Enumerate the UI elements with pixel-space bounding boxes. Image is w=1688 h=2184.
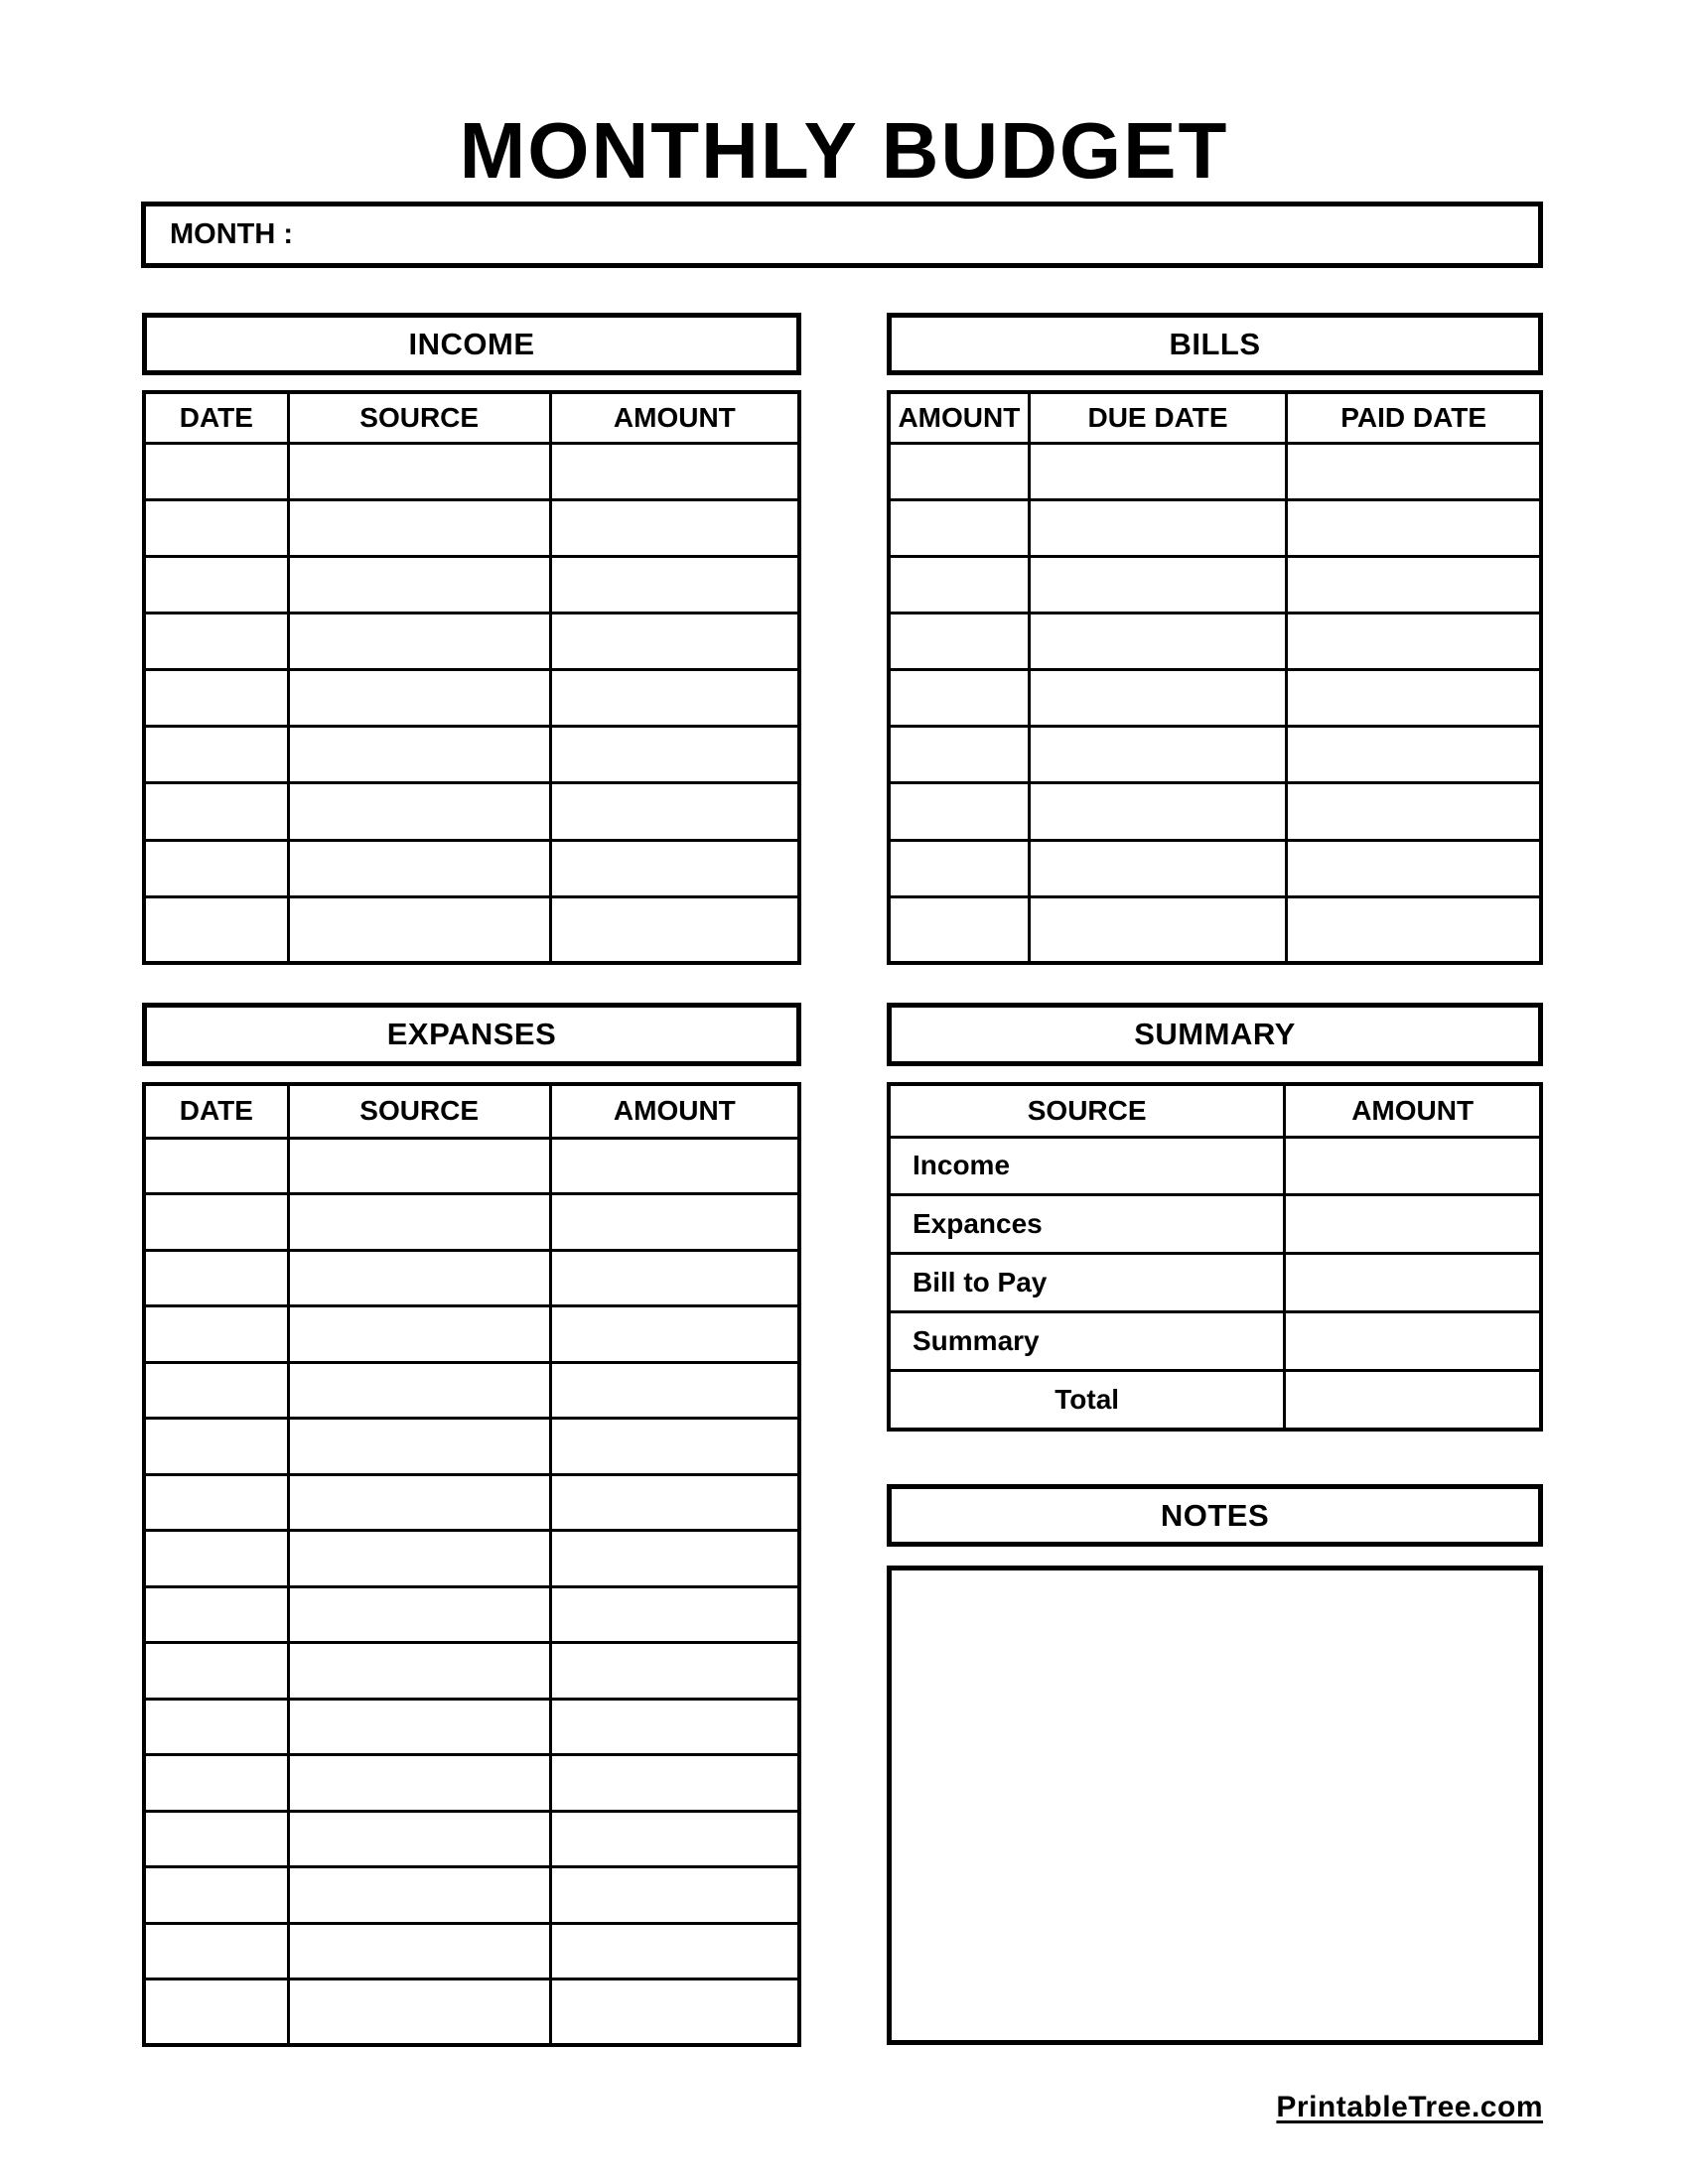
blank-cell xyxy=(144,499,288,556)
blank-cell xyxy=(550,670,799,727)
table-row xyxy=(144,1531,799,1587)
blank-cell xyxy=(1029,613,1287,669)
table-row xyxy=(144,499,799,556)
blank-cell xyxy=(288,1419,550,1475)
blank-cell xyxy=(550,1531,799,1587)
blank-cell xyxy=(550,1811,799,1867)
blank-cell xyxy=(144,1979,288,2045)
blank-cell xyxy=(1287,783,1541,840)
table-row xyxy=(144,1923,799,1979)
blank-cell xyxy=(144,783,288,840)
blank-cell xyxy=(1287,556,1541,613)
table-row xyxy=(144,783,799,840)
blank-cell xyxy=(1285,1137,1541,1195)
blank-cell xyxy=(1285,1254,1541,1312)
blank-cell xyxy=(1029,670,1287,727)
blank-cell xyxy=(550,783,799,840)
row-label: Expances xyxy=(889,1195,1285,1254)
blank-cell xyxy=(1029,727,1287,783)
table-row xyxy=(144,443,799,499)
blank-cell xyxy=(288,613,550,669)
blank-cell xyxy=(144,896,288,963)
column-header: DATE xyxy=(144,392,288,443)
blank-cell xyxy=(144,1250,288,1306)
column-header: SOURCE xyxy=(288,392,550,443)
blank-cell xyxy=(550,727,799,783)
table-row xyxy=(144,1194,799,1251)
summary-header-row xyxy=(889,1084,1541,1137)
blank-cell xyxy=(144,1755,288,1812)
blank-cell xyxy=(144,1306,288,1363)
blank-cell xyxy=(1029,840,1287,896)
blank-cell xyxy=(144,556,288,613)
expanses-table xyxy=(142,1082,801,2047)
blank-cell xyxy=(550,1586,799,1643)
table-row xyxy=(144,1867,799,1924)
blank-cell xyxy=(288,499,550,556)
blank-cell xyxy=(288,1250,550,1306)
blank-cell xyxy=(144,1194,288,1251)
blank-cell xyxy=(550,1979,799,2045)
blank-cell xyxy=(889,443,1029,499)
bills-header-row xyxy=(889,392,1541,443)
table-row xyxy=(889,443,1541,499)
table-row xyxy=(889,1311,1541,1370)
blank-cell xyxy=(550,1474,799,1531)
blank-cell xyxy=(144,613,288,669)
blank-cell xyxy=(550,556,799,613)
table-row xyxy=(144,613,799,669)
blank-cell xyxy=(288,556,550,613)
income-title: INCOME xyxy=(408,326,535,361)
table-row xyxy=(144,1474,799,1531)
blank-cell xyxy=(550,1306,799,1363)
table-row xyxy=(144,1138,799,1194)
income-table xyxy=(142,390,801,965)
blank-cell xyxy=(144,1586,288,1643)
blank-cell xyxy=(288,1643,550,1700)
table-row xyxy=(144,1586,799,1643)
summary-section-header xyxy=(887,1003,1543,1066)
blank-cell xyxy=(1029,896,1287,963)
blank-cell xyxy=(889,613,1029,669)
expanses-section-header xyxy=(142,1003,801,1066)
bills-table xyxy=(887,390,1543,965)
column-header: AMOUNT xyxy=(1285,1084,1541,1137)
row-label: Total xyxy=(889,1370,1285,1430)
column-header: SOURCE xyxy=(288,1084,550,1138)
footer-site-link[interactable]: PrintableTree.com xyxy=(1276,2091,1543,2123)
blank-cell xyxy=(550,1362,799,1419)
blank-cell xyxy=(1287,670,1541,727)
summary-table xyxy=(887,1082,1543,1432)
table-row xyxy=(889,783,1541,840)
table-row xyxy=(889,1370,1541,1430)
column-header: AMOUNT xyxy=(550,392,799,443)
blank-cell xyxy=(288,443,550,499)
blank-cell xyxy=(1287,499,1541,556)
blank-cell xyxy=(288,1755,550,1812)
blank-cell xyxy=(550,1138,799,1194)
blank-cell xyxy=(288,1138,550,1194)
blank-cell xyxy=(288,1811,550,1867)
blank-cell xyxy=(550,613,799,669)
table-row xyxy=(144,1811,799,1867)
blank-cell xyxy=(144,1811,288,1867)
blank-cell xyxy=(288,1194,550,1251)
blank-cell xyxy=(550,499,799,556)
blank-cell xyxy=(1285,1311,1541,1370)
blank-cell xyxy=(144,1419,288,1475)
blank-cell xyxy=(144,1474,288,1531)
blank-cell xyxy=(144,1531,288,1587)
blank-cell xyxy=(550,1194,799,1251)
blank-cell xyxy=(288,1362,550,1419)
blank-cell xyxy=(550,1923,799,1979)
blank-cell xyxy=(288,1979,550,2045)
page-title: MONTHLY BUDGET xyxy=(459,106,1229,195)
table-row xyxy=(144,1419,799,1475)
blank-cell xyxy=(1285,1195,1541,1254)
table-row xyxy=(144,727,799,783)
column-header: DUE DATE xyxy=(1029,392,1287,443)
blank-cell xyxy=(889,499,1029,556)
expanses-header-row xyxy=(144,1084,799,1138)
blank-cell xyxy=(288,1699,550,1755)
blank-cell xyxy=(550,1419,799,1475)
blank-cell xyxy=(889,896,1029,963)
blank-cell xyxy=(288,783,550,840)
blank-cell xyxy=(144,670,288,727)
table-row xyxy=(889,499,1541,556)
blank-cell xyxy=(288,1923,550,1979)
table-row xyxy=(889,556,1541,613)
blank-cell xyxy=(288,727,550,783)
blank-cell xyxy=(288,1586,550,1643)
blank-cell xyxy=(1287,727,1541,783)
blank-cell xyxy=(1029,783,1287,840)
table-row xyxy=(889,1137,1541,1195)
table-row xyxy=(144,670,799,727)
blank-cell xyxy=(550,1250,799,1306)
bills-title: BILLS xyxy=(1169,326,1261,361)
table-row xyxy=(889,727,1541,783)
blank-cell xyxy=(550,1699,799,1755)
blank-cell xyxy=(144,1699,288,1755)
blank-cell xyxy=(1029,499,1287,556)
blank-cell xyxy=(144,1362,288,1419)
blank-cell xyxy=(288,840,550,896)
blank-cell xyxy=(144,840,288,896)
month-label: MONTH : xyxy=(170,218,294,250)
blank-cell xyxy=(144,1138,288,1194)
blank-cell xyxy=(1029,443,1287,499)
row-label: Income xyxy=(889,1137,1285,1195)
blank-cell xyxy=(1287,840,1541,896)
blank-cell xyxy=(144,1923,288,1979)
blank-cell xyxy=(1287,613,1541,669)
column-header: PAID DATE xyxy=(1287,392,1541,443)
column-header: AMOUNT xyxy=(889,392,1029,443)
blank-cell xyxy=(288,1531,550,1587)
blank-cell xyxy=(1029,556,1287,613)
table-row xyxy=(144,1306,799,1363)
column-header: DATE xyxy=(144,1084,288,1138)
table-row xyxy=(144,1699,799,1755)
table-row xyxy=(889,896,1541,963)
blank-cell xyxy=(550,443,799,499)
table-row xyxy=(144,1362,799,1419)
blank-cell xyxy=(1287,443,1541,499)
blank-cell xyxy=(144,727,288,783)
table-row xyxy=(144,896,799,963)
month-field-box xyxy=(141,202,1543,268)
row-label: Summary xyxy=(889,1311,1285,1370)
blank-cell xyxy=(889,727,1029,783)
blank-cell xyxy=(889,783,1029,840)
expanses-title: EXPANSES xyxy=(386,1017,557,1051)
bills-section-header xyxy=(887,313,1543,375)
blank-cell xyxy=(889,556,1029,613)
table-row xyxy=(144,1755,799,1812)
blank-cell xyxy=(288,1474,550,1531)
blank-cell xyxy=(550,1867,799,1924)
row-label: Bill to Pay xyxy=(889,1254,1285,1312)
column-header: SOURCE xyxy=(889,1084,1285,1137)
blank-cell xyxy=(288,1306,550,1363)
table-row xyxy=(144,840,799,896)
notes-section-header xyxy=(887,1484,1543,1547)
blank-cell xyxy=(288,670,550,727)
income-section-header xyxy=(142,313,801,375)
column-header: AMOUNT xyxy=(550,1084,799,1138)
blank-cell xyxy=(144,443,288,499)
notes-box xyxy=(887,1566,1543,2045)
notes-title: NOTES xyxy=(1160,1497,1270,1533)
table-row xyxy=(889,840,1541,896)
income-header-row xyxy=(144,392,799,443)
table-row xyxy=(144,1979,799,2045)
blank-cell xyxy=(550,1643,799,1700)
table-row xyxy=(889,1195,1541,1254)
blank-cell xyxy=(550,896,799,963)
blank-cell xyxy=(144,1867,288,1924)
blank-cell xyxy=(144,1643,288,1700)
blank-cell xyxy=(889,840,1029,896)
table-row xyxy=(144,1250,799,1306)
table-row xyxy=(144,1643,799,1700)
table-row xyxy=(144,556,799,613)
blank-cell xyxy=(889,670,1029,727)
blank-cell xyxy=(1285,1370,1541,1430)
table-row xyxy=(889,1254,1541,1312)
blank-cell xyxy=(550,1755,799,1812)
blank-cell xyxy=(550,840,799,896)
blank-cell xyxy=(288,896,550,963)
table-row xyxy=(889,613,1541,669)
table-row xyxy=(889,670,1541,727)
blank-cell xyxy=(288,1867,550,1924)
blank-cell xyxy=(1287,896,1541,963)
summary-title: SUMMARY xyxy=(1134,1017,1296,1051)
